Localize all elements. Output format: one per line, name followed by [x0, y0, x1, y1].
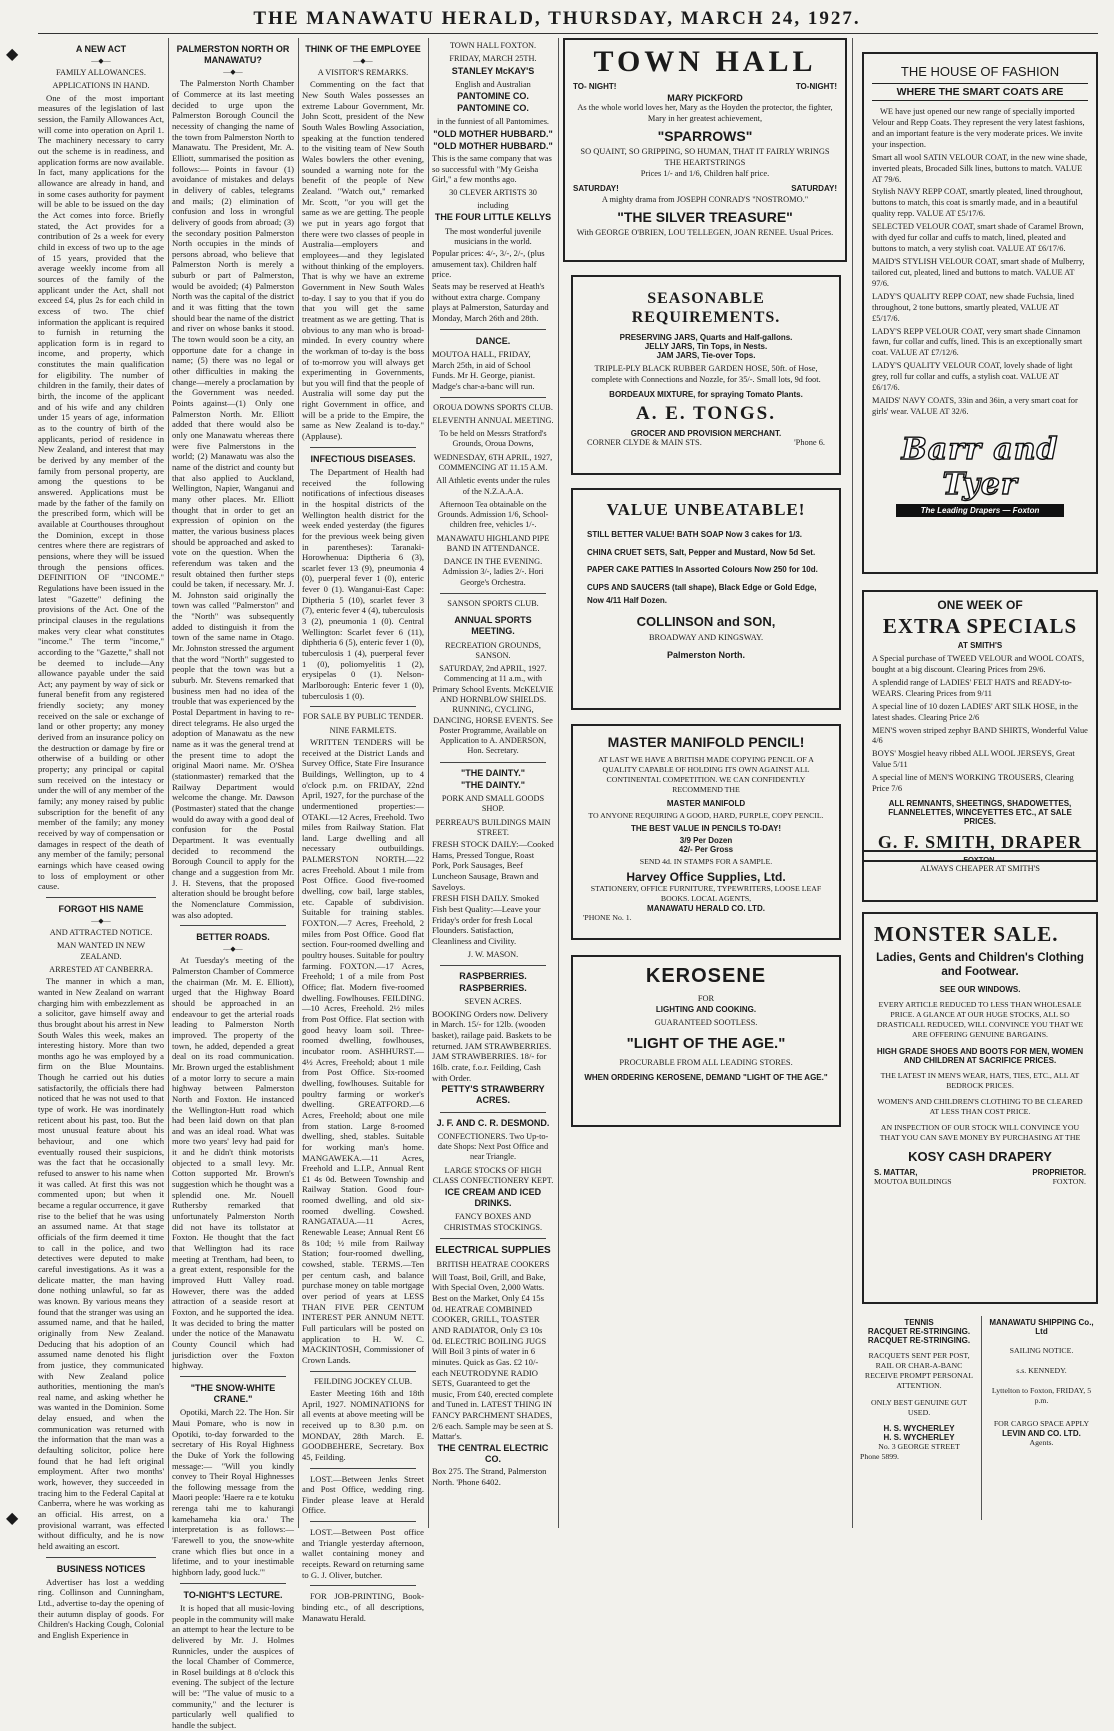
logo-text: Barr and Tyer	[901, 431, 1059, 502]
ad-heading: "OLD MOTHER HUBBARD."	[433, 128, 553, 139]
ornament: —◆—	[91, 917, 111, 926]
divider	[440, 397, 546, 398]
ad-line: PROCURABLE FROM ALL LEADING STORES.	[619, 1057, 793, 1067]
ad-line: English and Australian	[455, 79, 531, 89]
kerosene-ad	[571, 955, 841, 1127]
ad-heading: "THE DAINTY."	[460, 767, 526, 778]
column-1	[38, 38, 164, 1641]
divider	[440, 1238, 546, 1239]
ad-heading: PANTOMINE CO.	[457, 103, 529, 114]
ad-line: FOXTON.	[963, 855, 997, 865]
divider	[180, 925, 286, 926]
ad-line: ALWAYS CHEAPER AT SMITH'S	[920, 864, 1040, 874]
ad-line: CONFECTIONERS. Two Up-to-date Shops: Next Post Office and near Triangle.	[437, 1131, 549, 1162]
ad-line: 'PHONE No. 1.	[583, 913, 632, 922]
article-body: At Tuesday's meeting of the Palmerston Chamber of Commerce the chairman (Mr. M. E. Elliott), urged that the Highway Board should be approached in an endeavour to get the arterial roads leading to Palmerston North improved. The property of the town, he added, depended a great deal on its road communication. Mr. Brown urged the establishment of a motor lorry to secure a main highway between Palmerston North and Foxton. He instanced the Wellington-Hutt road which had been laid down on that plan and was an ideal road. What was more two years' levy had paid for it and he didn't think motorists objected to a small levy. Mr. Cotton supported Mr. Brown's suggestion which he thought was a splendid one. Mr. Nouell Ruthersby remarked that unfortunately Palmerston North did not have its tollstator at Foxton. He thought that the fact that Wellington had its race meeting at Trentham, had been, to a great extent, responsible for the improved Hutt Valley road. However, there was the added attraction of a seaside resort at Foxton, and he supported the idea. It was decided to bring the matter under the notice of the Manawatu County Council which had jurisdiction over the Foxton highway.	[172, 955, 294, 1371]
ad-line: Prices 1/- and 1/6, Children half price.	[640, 168, 770, 178]
ad-title: COLLINSON and SON,	[636, 613, 776, 629]
ad-line: Will Toast, Boil, Grill, and Bake, With Special Oven, 2,000 Watts. Best on the Market, Only £4 15s 0d. HEATRAE COMBINED COOKER, GRILL, TOASTER AND RADIATOR, Only £3 10s 0d. ELECTRIC BOILING JUGS Will Boil 3 pints of water in 6 minutes. Quick as Gas. £2 10/- each NEUTRODYNE RADIO SETS, Guaranteed to get the music, From £40, erected complete and Tuned in. LATEST THING IN FANCY PARCHMENT SHADES, 2/6 each. Sample may be seen at S. Mattar's.	[432, 1271, 554, 1442]
binding-hole-icon: ◆	[6, 44, 19, 63]
classified-ad: FOR JOB-PRINTING, Book-binding etc., of all descriptions, Manawatu Herald.	[302, 1591, 424, 1623]
ad-subtitle: Ladies, Gents and Children's Clothing and Footwear.	[876, 952, 1084, 978]
ad-title: TENNIS	[904, 1318, 934, 1327]
ad-title: VALUE UNBEATABLE!	[606, 500, 806, 519]
divider	[310, 447, 416, 448]
ad-line: Palmerston North.	[666, 649, 745, 660]
ad-title: "LIGHT OF THE AGE."	[626, 1034, 786, 1052]
ad-line: SATURDAY, 2nd APRIL, 1927. Commencing at 11 a.m., with Primary School Events. McKELVIE AND HORNBLOW SHIELDS. RUNNING, CYCLING, DANCING, HORSE EVENTS. See Poster Programme, Available on Application to A. ANDERSON, Hon. Secretary.	[432, 664, 554, 756]
column-rule	[298, 38, 299, 1528]
special-item: BOYS' Mosgiel heavy ribbed ALL WOOL JERSEYS, Great Value 5/11	[872, 749, 1075, 770]
ad-title: ONE WEEK OF	[937, 598, 1023, 612]
ad-line: 3/9 Per Dozen	[679, 835, 733, 845]
ad-line: Afternoon Tea obtainable on the Grounds. Admission 1/6, School-children free, vehicles 1/-.	[437, 499, 549, 530]
ad-line: THE LATEST IN MEN'S WEAR, HATS, TIES, ETC., ALL AT BEDROCK PRICES.	[880, 1070, 1080, 1090]
ad-line: Popular prices: 4/-, 3/-, 2/-, (plus amusement tax). Children half price.	[432, 248, 545, 280]
ad-heading: PETTY'S STRAWBERRY ACRES.	[441, 1084, 545, 1106]
ad-line: EVERY ARTICLE REDUCED TO LESS THAN WHOLESALE PRICE. A GLANCE AT OUR HUGE STOCKS, ALL SO DRASTICALL REDUCED, WILL CONVINCE YOU THAT WE ARE OFFERING GENUINE BARGAINS.	[876, 1000, 1084, 1040]
ad-line: SEE OUR WINDOWS.	[939, 985, 1021, 994]
ad-heading: ICE CREAM AND ICED DRINKS.	[444, 1187, 542, 1209]
ad-line: RACQUET RE-STRINGING.	[867, 1336, 971, 1345]
ad-line: 42/- Per Gross	[678, 844, 734, 854]
ad-line: SEVEN ACRES.	[464, 997, 522, 1007]
ad-line: CORNER CLYDE & MAIN STS.	[587, 437, 702, 447]
ad-line: TO ANYONE REQUIRING A GOOD, HARD, PURPLE, COPY PENCIL.	[588, 810, 824, 820]
ad-line: As the whole world loves her, Mary as the Hoyden the protector, the fighter, Mary in her greatest achievement,	[577, 103, 833, 123]
tennis-ad	[860, 1318, 978, 1518]
ad-line: including	[477, 201, 509, 211]
ad-line: Lyttelton to Foxton, FRIDAY, 5 p.m.	[991, 1386, 1092, 1406]
ad-line: FOR	[697, 994, 715, 1003]
ad-title: EXTRA SPECIALS	[882, 614, 1078, 638]
article-body: Opotiki, March 22. The Hon. Sir Maui Pomare, who is now in Opotiki, to-day forwarded to the secretary of His Royal Highness the Duke of York the following message:— "Will you kindly convey to Their Royal Highnesses the following message from the Maori people: 'Haere ra e te kotuku rerenga tahi me to kahurangi kamehameha kia ora.' The interpretation is as follows:— 'Farewell to you, the snow-white crane which flies but once in a lifetime, and to your inestimable highborn lady, good luck.'"	[172, 1407, 294, 1578]
headline: FORGOT HIS NAME	[58, 903, 144, 914]
ad-line: BOOKING Orders now. Delivery in March. 15/- for 12lb. (wooden basket), railage paid. Baskets to be returned. JAM STRAWBERRIES. JAM STRAWBERRIES. 18/- for 16lb. crate, f.o.r. Feilding, Cash with Order.	[432, 1008, 552, 1083]
ad-line: AN INSPECTION OF OUR STOCK WILL CONVINCE YOU THAT YOU CAN SAVE MONEY BY PURCHASING AT THE	[879, 1123, 1081, 1143]
ad-line: SATURDAY!	[791, 183, 837, 193]
logo-tagline: The Leading Drapers — Foxton	[896, 504, 1064, 517]
column-rule	[428, 38, 429, 1528]
ad-line: MANAWATU HIGHLAND PIPE BAND IN ATTENDANCE.	[436, 533, 550, 553]
ad-title: KOSY CASH DRAPERY	[908, 1149, 1052, 1165]
ad-title: KEROSENE	[645, 965, 767, 987]
ad-line: SO QUAINT, SO GRIPPING, SO HUMAN, THAT IT FAIRLY WRINGS THE HEARTSTRINGS	[580, 146, 830, 167]
divider	[310, 1585, 416, 1586]
column-rule	[852, 38, 853, 1528]
divider	[440, 965, 546, 966]
ad-line: SAILING NOTICE.	[1009, 1346, 1074, 1355]
ad-title: MONSTER SALE.	[874, 922, 1059, 946]
ad-line: Phone 5899.	[860, 1451, 899, 1461]
ad-title: MASTER MANIFOLD PENCIL!	[607, 734, 805, 750]
ad-line: FANCY BOXES AND CHRISTMAS STOCKINGS.	[443, 1212, 543, 1232]
ad-line: MASTER MANIFOLD	[666, 798, 746, 808]
ad-line: RACQUET RE-STRINGING.	[867, 1327, 971, 1336]
article-body: The manner in which a man, wanted in New Zealand on warrant charging him with embezzlement as a solicitor, gave himself away and thus brought about his arrest in New South Wales this week, makes an interesting history. More than two months ago he was employed by a firm on the Blue Mountains. Though he carried out his duties satisfactorily, the officials there had noticed that he was not used to that type of work. He was inordinately reticent about his past, too. But the most unusual feature about his behaviour, and one which eventually roused their suspicions, was the fact that he occasionally refused to answer to his name when it was called. At first this was not commented upon; but when it became a regular occurrence, it gave rise to the belief that he was using an assumed name. At that stage officials of the firm deemed it time to call in the police, and two detectives were deputed to make careful investigations. As it was a delicate matter, the man having done nothing unlawful, so far as was known. By various means they found that the stranger was using an assumed name, and that he hailed, originally from New Zealand. Deducing that his adoption of an assumed name denoted his flight from justice, they communicated with New Zealand police authorities, mentioning the man's real name, and asking whether he was wanted in the Dominion. Some delay ensued, and when the communication was returned with the information that the man was a defaulting solicitor, police here found that he had left original employment. After two months' work, however, they succeeded in tracing him to the Federal Capital at Canberra, where he was working as an official. His arrest, on a provisional warrant, was effected without difficulty, and he is now held awaiting an escort.	[38, 976, 164, 1551]
article-body: Commenting on the fact that New South Wales possesses an extreme Labour Government, Mr. John Scott, president of the New South Wales Bowling Association, speaking at the function tendered to the visiting team of New South Wales bowlers the other evening, sounded a warning note for the benefit of the people of New Zealand. "Watch out," remarked Mr. Scott, "or you will get the same as we are getting. The people we put in years ago forgot that there were two classes of people in Australia—employers and employees—and they legislated without thinking of the employers. That is why we have an extreme Government in New South Wales to-day. I say to you that if you do that you will get the same treatment as we are getting. That is obvious to any man who is broad-minded. In every country where the workman of to-day is the boss of to-morrow you will always get experimenting in Governments, but you will find that the people of Australia will some day put the right Government in office, and will be a pride to the Empire, the same as New Zealand is to-day." (Applause).	[302, 79, 424, 442]
article-body: The Department of Health had received the following notifications of infectious diseases in the hospital districts of the Wellington health district for the week ended yesterday (the figures for the previous week being given in parentheses): Taranaki-Horowhenua: Diptheria 6 (3), scarlet fever 13 (9), pneumonia 4 (0), puerperal fever 1 (0), enteric fever 0 (1). Wanganui-East Cape: Diptheria 5 (10), scarlet fever 3 (7), enteric fever 4 (4), tuberculosis 3 (2), pneumonia 1 (0). Central Wellington: Scarlet fever 6 (11), diphtheria 6 (5), enteric fever 1 (0), tuberculosis 1 (4), puerperal fever 1 (0), poliomyelitis 1 (2), erysipelas 0 (1). Nelson-Marlborough: Enteric fever 1 (0), tuberculosis 1 (0).	[302, 466, 424, 701]
ad-line: MOUTOA BUILDINGS	[874, 1177, 952, 1187]
divider	[310, 1371, 416, 1372]
barr-and-tyer-logo	[872, 432, 1088, 517]
ornament: —◆—	[91, 57, 111, 66]
ad-heading: THE CENTRAL ELECTRIC CO.	[437, 1443, 549, 1465]
headline: A NEW ACT	[75, 44, 127, 54]
coat-item: Stylish NAVY REPP COAT, smartly pleated, lined throughout, buttons to match, this coat is smartly made, and in a beautiful quality repp. VALUE AT £5/17/6.	[872, 187, 1083, 219]
ad-title: SEASONABLE REQUIREMENTS.	[631, 290, 781, 326]
divider	[310, 1468, 416, 1469]
special-item: ALL REMNANTS, SHEETINGS, SHADOWETTES, FLANNELETTES, WINCEYETTES ETC., AT SALE PRICES.	[888, 799, 1072, 827]
ad-heading: RASPBERRIES.	[459, 971, 527, 981]
subhead: FOR SALE BY PUBLIC TENDER.	[302, 712, 424, 722]
classified-ad: LOST.—Between Post office and Triangle yesterday afternoon, wallet containing money and receipts. Reward on returning same to G. J. Oliver, butcher.	[302, 1527, 424, 1580]
ad-line: DANCE IN THE EVENING. Admission 3/-, ladies 2/-. Hori George's Orchestra.	[442, 557, 544, 587]
ad-line: H. S. WYCHERLEY	[883, 1423, 955, 1433]
ad-line: BORDEAUX MIXTURE, for spraying Tomato Plants.	[609, 389, 803, 399]
subhead: ARRESTED AT CANBERRA.	[49, 964, 153, 974]
divider	[46, 1557, 156, 1558]
special-item: A special line of MEN'S WORKING TROUSERS, Clearing Price 7/6	[872, 773, 1074, 794]
ad-line: All Athletic events under the rules of the N.Z.A.A.A.	[436, 476, 550, 496]
ad-line: BRITISH HEATRAE COOKERS	[436, 1260, 550, 1270]
ad-heading: "OLD MOTHER HUBBARD."	[433, 140, 553, 151]
subhead: NINE FARMLETS.	[329, 725, 397, 735]
ad-line: PERREAU'S BUILDINGS MAIN STREET.	[435, 817, 551, 837]
ad-line: 30 CLEVER ARTISTS 30	[449, 187, 537, 197]
ad-line: SATURDAY!	[573, 183, 619, 193]
ad-line: ELEVENTH ANNUAL MEETING.	[432, 415, 554, 425]
ad-heading: RASPBERRIES.	[459, 983, 527, 994]
ad-line: WEDNESDAY, 6TH APRIL, 1927, COMMENCING AT 11.15 A.M.	[433, 452, 553, 472]
ad-title: THE HOUSE OF FASHION	[900, 64, 1060, 79]
shipping-ad	[985, 1318, 1098, 1518]
ad-line: "THE SILVER TREASURE"	[617, 208, 793, 225]
ad-line: FRESH STOCK DAILY:—Cooked Hams, Pressed Tongue, Roast Pork, Pork Sausages, Beef Luncheon Sausage, Brawn and Saveloys.	[432, 839, 554, 892]
collinson-ad	[571, 488, 841, 710]
subhead: FAMILY ALLOWANCES.	[56, 68, 146, 78]
classified-ad: Easter Meeting 16th and 18th April, 1927. NOMINATIONS for all events at above meeting will be received up to 8.30 p.m. on MONDAY, 28th March. E. GOODBEHERE, Secretary. Box 45, Feilding.	[302, 1387, 424, 1462]
ad-heading: ELECTRICAL SUPPLIES	[435, 1244, 551, 1256]
ad-line: BROADWAY AND KINGSWAY.	[648, 632, 764, 642]
headline: "THE SNOW-WHITE CRANE."	[190, 1382, 276, 1405]
monster-sale-ad	[862, 912, 1098, 1304]
coat-item: LADY'S QUALITY VELOUR COAT, lovely shade of light grey, roll fur collar and cuffs, a stylish coat. VALUE AT £6/17/6.	[872, 361, 1073, 393]
ad-line: PROPRIETOR.	[1032, 1168, 1086, 1178]
divider	[46, 897, 156, 898]
ad-subtitle: WHERE THE SMART COATS ARE	[872, 83, 1088, 101]
ad-heading: THE FOUR LITTLE KELLYS	[434, 212, 552, 223]
special-item: A Special purchase of TWEED VELOUR and WOOL COATS, bought at a big discount. Clearing Prices from 29/6.	[872, 654, 1085, 674]
ad-heading: "THE DAINTY."	[460, 779, 526, 790]
headline: PALMERSTON NORTH OR MANAWATU?	[176, 44, 290, 66]
town-hall-ad	[563, 38, 847, 262]
ornament: —◆—	[353, 57, 373, 66]
ad-line: CHINA CRUET SETS, Salt, Pepper and Mustard, Now 5d Set.	[587, 547, 816, 557]
ad-title: MANAWATU SHIPPING Co., Ltd	[989, 1318, 1094, 1336]
ad-line: 'Phone 6.	[794, 437, 825, 447]
divider	[440, 593, 546, 594]
ad-line: MANAWATU HERALD CO. LTD.	[647, 904, 765, 913]
divider	[440, 762, 546, 763]
ad-line: RECREATION GROUNDS, SANSON.	[445, 640, 541, 660]
ad-line: J. W. MASON.	[467, 949, 519, 959]
column-rule	[558, 38, 559, 1528]
ad-line: in the funniest of all Pantomimes.	[437, 117, 549, 127]
divider	[440, 329, 546, 330]
ad-line: WOMEN'S AND CHILDREN'S CLOTHING TO BE CLEARED AT LESS THAN COST PRICE.	[877, 1096, 1083, 1116]
divider	[440, 1112, 546, 1113]
divider	[180, 1583, 286, 1584]
ad-line: OROUA DOWNS SPORTS CLUB.	[433, 402, 553, 412]
column-rule	[168, 38, 169, 1528]
ad-line: FRIDAY, MARCH 25TH.	[449, 54, 537, 64]
ad-line: TOWN HALL FOXTON.	[449, 41, 537, 50]
ad-line: WHEN ORDERING KEROSENE, DEMAND "LIGHT OF THE AGE."	[584, 1072, 828, 1082]
ad-line: S. MATTAR,	[874, 1168, 918, 1178]
ad-line: MOUTOA HALL, FRIDAY, March 25th, in aid of School Funds. Mr H. George, pianist. Madge's char-a-banc will run.	[432, 348, 535, 391]
ad-line: "SPARROWS"	[657, 127, 753, 144]
ad-line: FOR CARGO SPACE APPLY	[993, 1418, 1090, 1428]
ad-line: THE BEST VALUE IN PENCILS TO-DAY!	[630, 823, 782, 833]
headline: BUSINESS NOTICES	[56, 1563, 146, 1574]
ad-heading: J. F. AND C. R. DESMOND.	[436, 1117, 550, 1128]
coat-item: SELECTED VELOUR COAT, smart shade of Caramel Brown, with dyed fur collar and cuffs to match, lined, pleated and buttons to match, a very stylish coat. VALUE AT £6/17/6.	[872, 222, 1084, 254]
divider	[310, 706, 416, 707]
ad-line: Agents.	[1029, 1437, 1054, 1447]
house-of-fashion-ad	[862, 52, 1098, 574]
article-body: Advertiser has lost a wedding ring. Collinson and Cunningham, Ltd., advertise to-day the opening of their autumn display of goods. For Children's Hacking Cough, Colonial and English Experience in	[38, 1576, 164, 1641]
ad-line: RACQUETS SENT PER POST, RAIL OR CHAR-A-BANC RECEIVE PROMPT PERSONAL ATTENTION.	[864, 1351, 974, 1391]
ad-line: FOXTON.	[1052, 1177, 1086, 1187]
subhead: MAN WANTED IN NEW ZEALAND.	[56, 941, 146, 961]
divider	[310, 1521, 416, 1522]
subhead: AND ATTRACTED NOTICE.	[49, 928, 153, 938]
headline: THINK OF THE EMPLOYEE	[305, 44, 421, 54]
ad-line: H. S. WYCHERLEY	[883, 1432, 955, 1442]
coat-item: MAID'S STYLISH VELOUR COAT, smart shade of Mulberry, tailored cut, pleated, lined and buttons to match. VALUE AT 97/6.	[872, 256, 1085, 288]
ad-title: TOWN HALL	[593, 45, 817, 78]
ad-line: The most wonderful juvenile musicians in the world.	[444, 226, 542, 246]
column-4	[432, 38, 554, 1528]
ad-line: JELLY JARS, Tin Tops, in Nests.	[644, 342, 768, 351]
ad-line: LEVIN AND CO. LTD.	[1002, 1428, 1081, 1438]
classified-ad: LOST.—Between Jenks Street and Post Office, wedding ring. Finder please leave at Herald Office.	[302, 1473, 424, 1516]
article-body: The Palmerston North Chamber of Commerce at its last meeting decided to urge upon the Palmerston Borough Council the necessity of changing the name of the town from Palmerston North to Manawatu. The President, Mr. A. Elliott, summarised the position as follows:— Points in favour (1) avoidance of mistakes and delays in delivery of cables, telegrams and mails; (2) elimination of confusion and loss in wrongful delivery of goods from abroad; (3) the secondary position Palmerston North occupies in the minds of persons abroad, who believe that Palmerston North is merely a suburb or part of Palmerston, would be avoided; (4) Palmerston North was the capital of the district and it was fitting that the town should bear the name of the district and river on whose banks it stood. The town would soon be a city, an opportune date for a change in name; (5) there was no legal or other difficulties in making the change—merely a proclamation by the Government was needed. Points against—(1) Only one Palmerston North. Mr. Elliott added that there would also be only one Manawatu whereas there were five Palmerstons in the world; (2) Manawatu was also the name of the district and county but that also applied to Auckland, Wellington, Napier, Wanganui and many other places. Mr. Elliott thought that in order to get an expression of opinion on the matter, the various business places should be approached and asked to vote on the question. When the referendum was taken and the result obtained then further steps could be taken, if necessary. Mr. J. M. Johnston said originally the town was called "Palmerston" and the "North" was subsequently added to distinguish it from the town of the same name in Otago. Mr. Johnston stressed the argument that the word "North" suggested to people that the town was but a suburb. Mr. Stevens remarked that business men had no idea of the trouble that was experienced by the Postal Department in having to re-direct telegrams. He also urged the adoption of Manawatu as the new name as it was the general trend at the present time to adopt the original Maori name. Mr. O'Shea (stationmaster) remarked that the Railway Department would welcome the change. Mr. Dawson (Postmaster) stated that the change would do away with a good deal of confusion for the Postal Department. It was eventually decided to recommend the Borough Council to apply for the change and a suggestion from Mr. J. H. Stevens, that the proposed alteration should be brought before the Nomenclature Commission, was also adopted.	[172, 78, 294, 920]
ad-line: This is the same company that was so successful with "My Geisha Girl," a few months ago.	[432, 152, 552, 185]
smiths-specials-ad	[862, 590, 1098, 902]
column-2	[172, 38, 294, 1731]
ad-line: HIGH GRADE SHOES AND BOOTS FOR MEN, WOMEN AND CHILDREN AT SACRIFICE PRICES.	[876, 1046, 1084, 1065]
coat-list	[872, 153, 1088, 418]
ad-line: SEND 4d. IN STAMPS FOR A SAMPLE.	[639, 856, 773, 866]
subhead: FEILDING JOCKEY CLUB.	[313, 1376, 413, 1386]
ad-line: LIGHTING AND COOKING.	[655, 1004, 757, 1014]
master-manifold-ad	[571, 724, 841, 940]
headline: BETTER ROADS.	[196, 932, 270, 943]
ad-line: Seats may be reserved at Heath's without extra charge. Company plays at Palmerston, Saturday and Monday, March 26th and 28th.	[432, 281, 549, 324]
ad-line: SANSON SPORTS CLUB.	[447, 599, 539, 609]
headline: INFECTIOUS DISEASES.	[310, 453, 416, 464]
ad-line: JAM JARS, Tie-over Tops.	[656, 351, 756, 360]
ad-title: G. F. SMITH, DRAPER	[877, 832, 1083, 853]
ad-line: With GEORGE O'BRIEN, LOU TELLEGEN, JOAN RENEE. Usual Prices.	[576, 227, 834, 237]
ad-line: TRIPLE-PLY BLACK RUBBER GARDEN HOSE, 50ft. of Hose, complete with Connections and Nozzle, for 35/-. Small lots, 9d foot.	[591, 364, 821, 384]
divider	[180, 1376, 286, 1377]
ad-heading: STANLEY McKAY'S	[451, 65, 535, 76]
ornament: —◆—	[223, 68, 243, 77]
ad-line: WE have just opened our new range of specially imported Velour and Repp Coats. They represent the very latest fashions, and an important feature is the very moderate prices. We invite your inspection.	[872, 107, 1085, 149]
ad-title: A. E. TONGS.	[636, 402, 776, 424]
ad-line: PAPER CAKE PATTIES In Assorted Colours Now 250 for 10d.	[587, 565, 818, 575]
column-3	[302, 38, 424, 1623]
ad-line: GUARANTEED SOOTLESS.	[654, 1017, 758, 1027]
masthead: THE MANAWATU HERALD, THURSDAY, MARCH 24, 1927.	[253, 8, 861, 29]
ad-line: ONLY BEST GENUINE GUT USED.	[870, 1397, 968, 1417]
ad-line: TO- NIGHT!	[573, 82, 617, 91]
ad-line: PRESERVING JARS, Quarts and Half-gallons.	[619, 333, 793, 342]
ad-line: s.s. KENNEDY.	[1016, 1366, 1067, 1376]
ad-line: STILL BETTER VALUE! BATH SOAP Now 3 cakes for 1/3.	[587, 530, 803, 539]
ad-line: No. 3 GEORGE STREET	[878, 1441, 960, 1451]
ad-line: A mighty drama from JOSEPH CONRAD'S "NOSTROMO."	[601, 194, 809, 204]
subhead: APPLICATIONS IN HAND.	[52, 81, 150, 91]
ad-line: AT LAST WE HAVE A BRITISH MADE COPYING PENCIL OF A QUALITY CAPABLE OF HOLDING ITS OWN AGAINST ALL CONTINENTAL COMPETITION. WE CAN CONFIDENTLY RECOMMEND THE	[598, 755, 814, 795]
coat-item: LADY'S REPP VELOUR COAT, very smart shade Cinnamon fawn, fur collar and cuffs, lined. This is an exceptionally smart coat. VALUE AT £7/12/6.	[872, 326, 1083, 358]
ad-line: PORK AND SMALL GOODS SHOP.	[441, 794, 545, 814]
column-rule	[981, 1316, 982, 1520]
ad-heading: ANNUAL SPORTS MEETING.	[454, 615, 532, 637]
coat-item: LADY'S QUALITY REPP COAT, new shade Fuchsia, lined throughout, 2 tone buttons, smartly pleated, VALUE AT £5/17/6.	[872, 291, 1074, 323]
ad-line: LARGE STOCKS OF HIGH CLASS CONFECTIONERY KEPT.	[432, 1165, 554, 1185]
classified-ad: WRITTEN TENDERS will be received at the District Lands and Survey Office, State Fire Insurance Buildings, Wellington, up to 4 o'clock p.m. on FRIDAY, 22nd April, 1927, for the purchase of the undermentioned properties:— OTAKI.—12 Acres, Freehold. Two miles from Railway Station. Flat land. Large dwelling and all necessary outbuildings. PALMERSTON NORTH.—22 acres Freehold. About 1 mile from Post Office. Good five-roomed dwelling, cow bail, large stables, etc. Capable of subdivision. Suitable for training stables. FOXTON.—7 Acres, Freehold, 2 miles from Post Office. Good flat section. Four-roomed dwelling and poultry houses. Suitable for poultry farming. FOXTON.—17 Acres, Freehold; 1 of a mile from Post Office; flat. Modern five-roomed dwelling. Fowlhouses. FEILDING.—10 Acres, Freehold. 2½ miles from Post Office. Flat section with good heavy loam soil. Three-roomed dwelling, fowlhouses, incubator room. ASHHURST.—4½ Acres, Freehold; about 1 mile from Post Office. Six-roomed dwelling, fowlhouses. Suitable for poultry farming or worker's dwelling. GREATFORD.—6 Acres, Freehold; about one mile from station. Large 8-roomed dwelling, shed, stables. Suitable for working man's home. MANGAWEKA.—11 Acres, Freehold and L.I.P., Annual Rent £1 4s 0d. Between Township and Railway Station. Good four-roomed dwelling, and old six-roomed dwelling. Cowshed. RANGATAUA.—11 Acres, Renewable Lease; Annual Rent £6 8s 10d; ½ mile from Railway Station; four-roomed dwelling, cowshed, stable. TERMS.—Ten per centum cash, and balance purchase money on table mortgage over period of years at LESS THAN FIVE PER CENTUM INTEREST PER ANNUM NETT. Full particulars will be posted on application to H. W. C. MACKINTOSH, Commissioner of Crown Lands.	[302, 736, 424, 1365]
ad-line: To be held on Messrs Stratford's Grounds, Oroua Downs,	[439, 429, 547, 449]
coat-item: Smart all wool SATIN VELOUR COAT, in the new wine shade, inverted pleats, Brocaded Silk lines, buttons to match. VALUE AT 79/6.	[872, 152, 1088, 184]
ad-line: AT SMITH'S	[957, 641, 1003, 650]
article-body: One of the most important measures of the legislation of last session, the Family Allowances Act, will come into operation on April 1. The machinery necessary to carry out the scheme is in readiness, and application forms are now available. In fact, many applications for the allowance are already in hand, and in some cases authority for payment will be able to be issued on the day the Act comes into force. Briefly stated, the Act provides for a contribution of 2s a week for every child in excess of two up to the age of 15 years, provided that the average weekly income from all sources of the family of the applicant under the Act, shall not exceed £4, plus 2s for each child in excess of two. The chief information the applicant is required to furnish in returning the application form is in regard to income, and property, which constitutes the main qualification for eligibility. The number of children in the family, their dates of birth, the income of the applicant and of his wife and any children under 15 years of age, information as to the country of birth of the applicants, period of residence in New Zealand, and interest that may be derived by any member of the family from personal property, are among the questions to be answered. Applications must be made by the father of the family on the prescribed form, which will be available at Courthouses throughout the Dominion, except in those centres where there are registrars of pensions, where they will be issued through the pensions offices. DEFINITION OF "INCOME." Regulations have been issued in the latest "Gazette" defining the provisions of the Act. One of the principal clauses in the regulations makes very clear what constitutes "income." The term "income," according to the "Gazette," shall not be deemed to include—Any allowance payable under the said Act; any payment by way of sick or funeral benefit from any registered friendly society; any money received on the sale or exchange of land or other property; any money derived from an insurance policy on the destruction or damage by fire or otherwise of a building or other property; any principal or capital sum received on the intestacy or under the will of any member of the family; any money raised by public subscription for the benefit of any member of the family; any money received by way of compensation or damages in respect of the death of any member of the family; personal earnings which have ceased owing to loss of employment or other cause.	[38, 92, 164, 892]
ad-title: Harvey Office Supplies, Ltd.	[626, 869, 786, 884]
special-item: A special line of 10 dozen LADIES' ART SILK HOSE, in the latest shades. Clearing Price 2/6	[872, 701, 1079, 722]
ad-line: GROCER AND PROVISION MERCHANT.	[630, 428, 782, 438]
subhead: A VISITOR'S REMARKS.	[317, 68, 409, 78]
special-item: MEN'S woven striped zephyr BAND SHIRTS, Wonderful Value 4/6	[872, 725, 1088, 746]
ad-heading: PANTOMINE CO.	[457, 91, 529, 101]
ad-line: STATIONERY, OFFICE FURNITURE, TYPEWRITERS, LOOSE LEAF BOOKS. LOCAL AGENTS,	[590, 883, 822, 903]
binding-hole-icon: ◆	[6, 1508, 19, 1527]
article-body: It is hoped that all music-loving people in the community will make an attempt to hear the lecture to be delivered by Mr. J. Holmes Runnicles, under the auspices of the local Chamber of Commerce, in Rosel buildings at 8 o'clock this evening. The subject of the lecture will be: "The value of music to a community," and the lecturer is particularly well qualified to handle the subject.	[172, 1602, 294, 1731]
ornament: —◆—	[223, 945, 243, 954]
ad-line: Box 275. The Strand, Palmerston North. 'Phone 6402.	[432, 1466, 547, 1488]
ad-line: MARY PICKFORD	[667, 93, 743, 103]
headline: TO-NIGHT'S LECTURE.	[183, 1589, 283, 1600]
ad-line: CUPS AND SAUCERS (tall shape), Black Edge or Gold Edge, Now 4/11 Half Dozen.	[587, 582, 817, 606]
ad-line: FRESH FISH DAILY. Smoked Fish best Quality:—Leave your Friday's order for fresh Local Flounders. Satisfaction, Cleanliness and Civility.	[432, 893, 541, 947]
special-item: A splendid range of LADIES' FELT HATS and READY-to-WEARS. Clearing Prices from 9/11	[872, 677, 1072, 698]
ad-heading: DANCE.	[475, 335, 511, 346]
ad-line: TO-NIGHT!	[795, 82, 837, 91]
coat-item: MAIDS' NAVY COATS, 33in and 36in, a very smart coat for girls' wear. VALUE AT 32/6.	[872, 396, 1078, 416]
tongs-ad	[571, 275, 841, 475]
masthead-rule	[38, 33, 1098, 34]
